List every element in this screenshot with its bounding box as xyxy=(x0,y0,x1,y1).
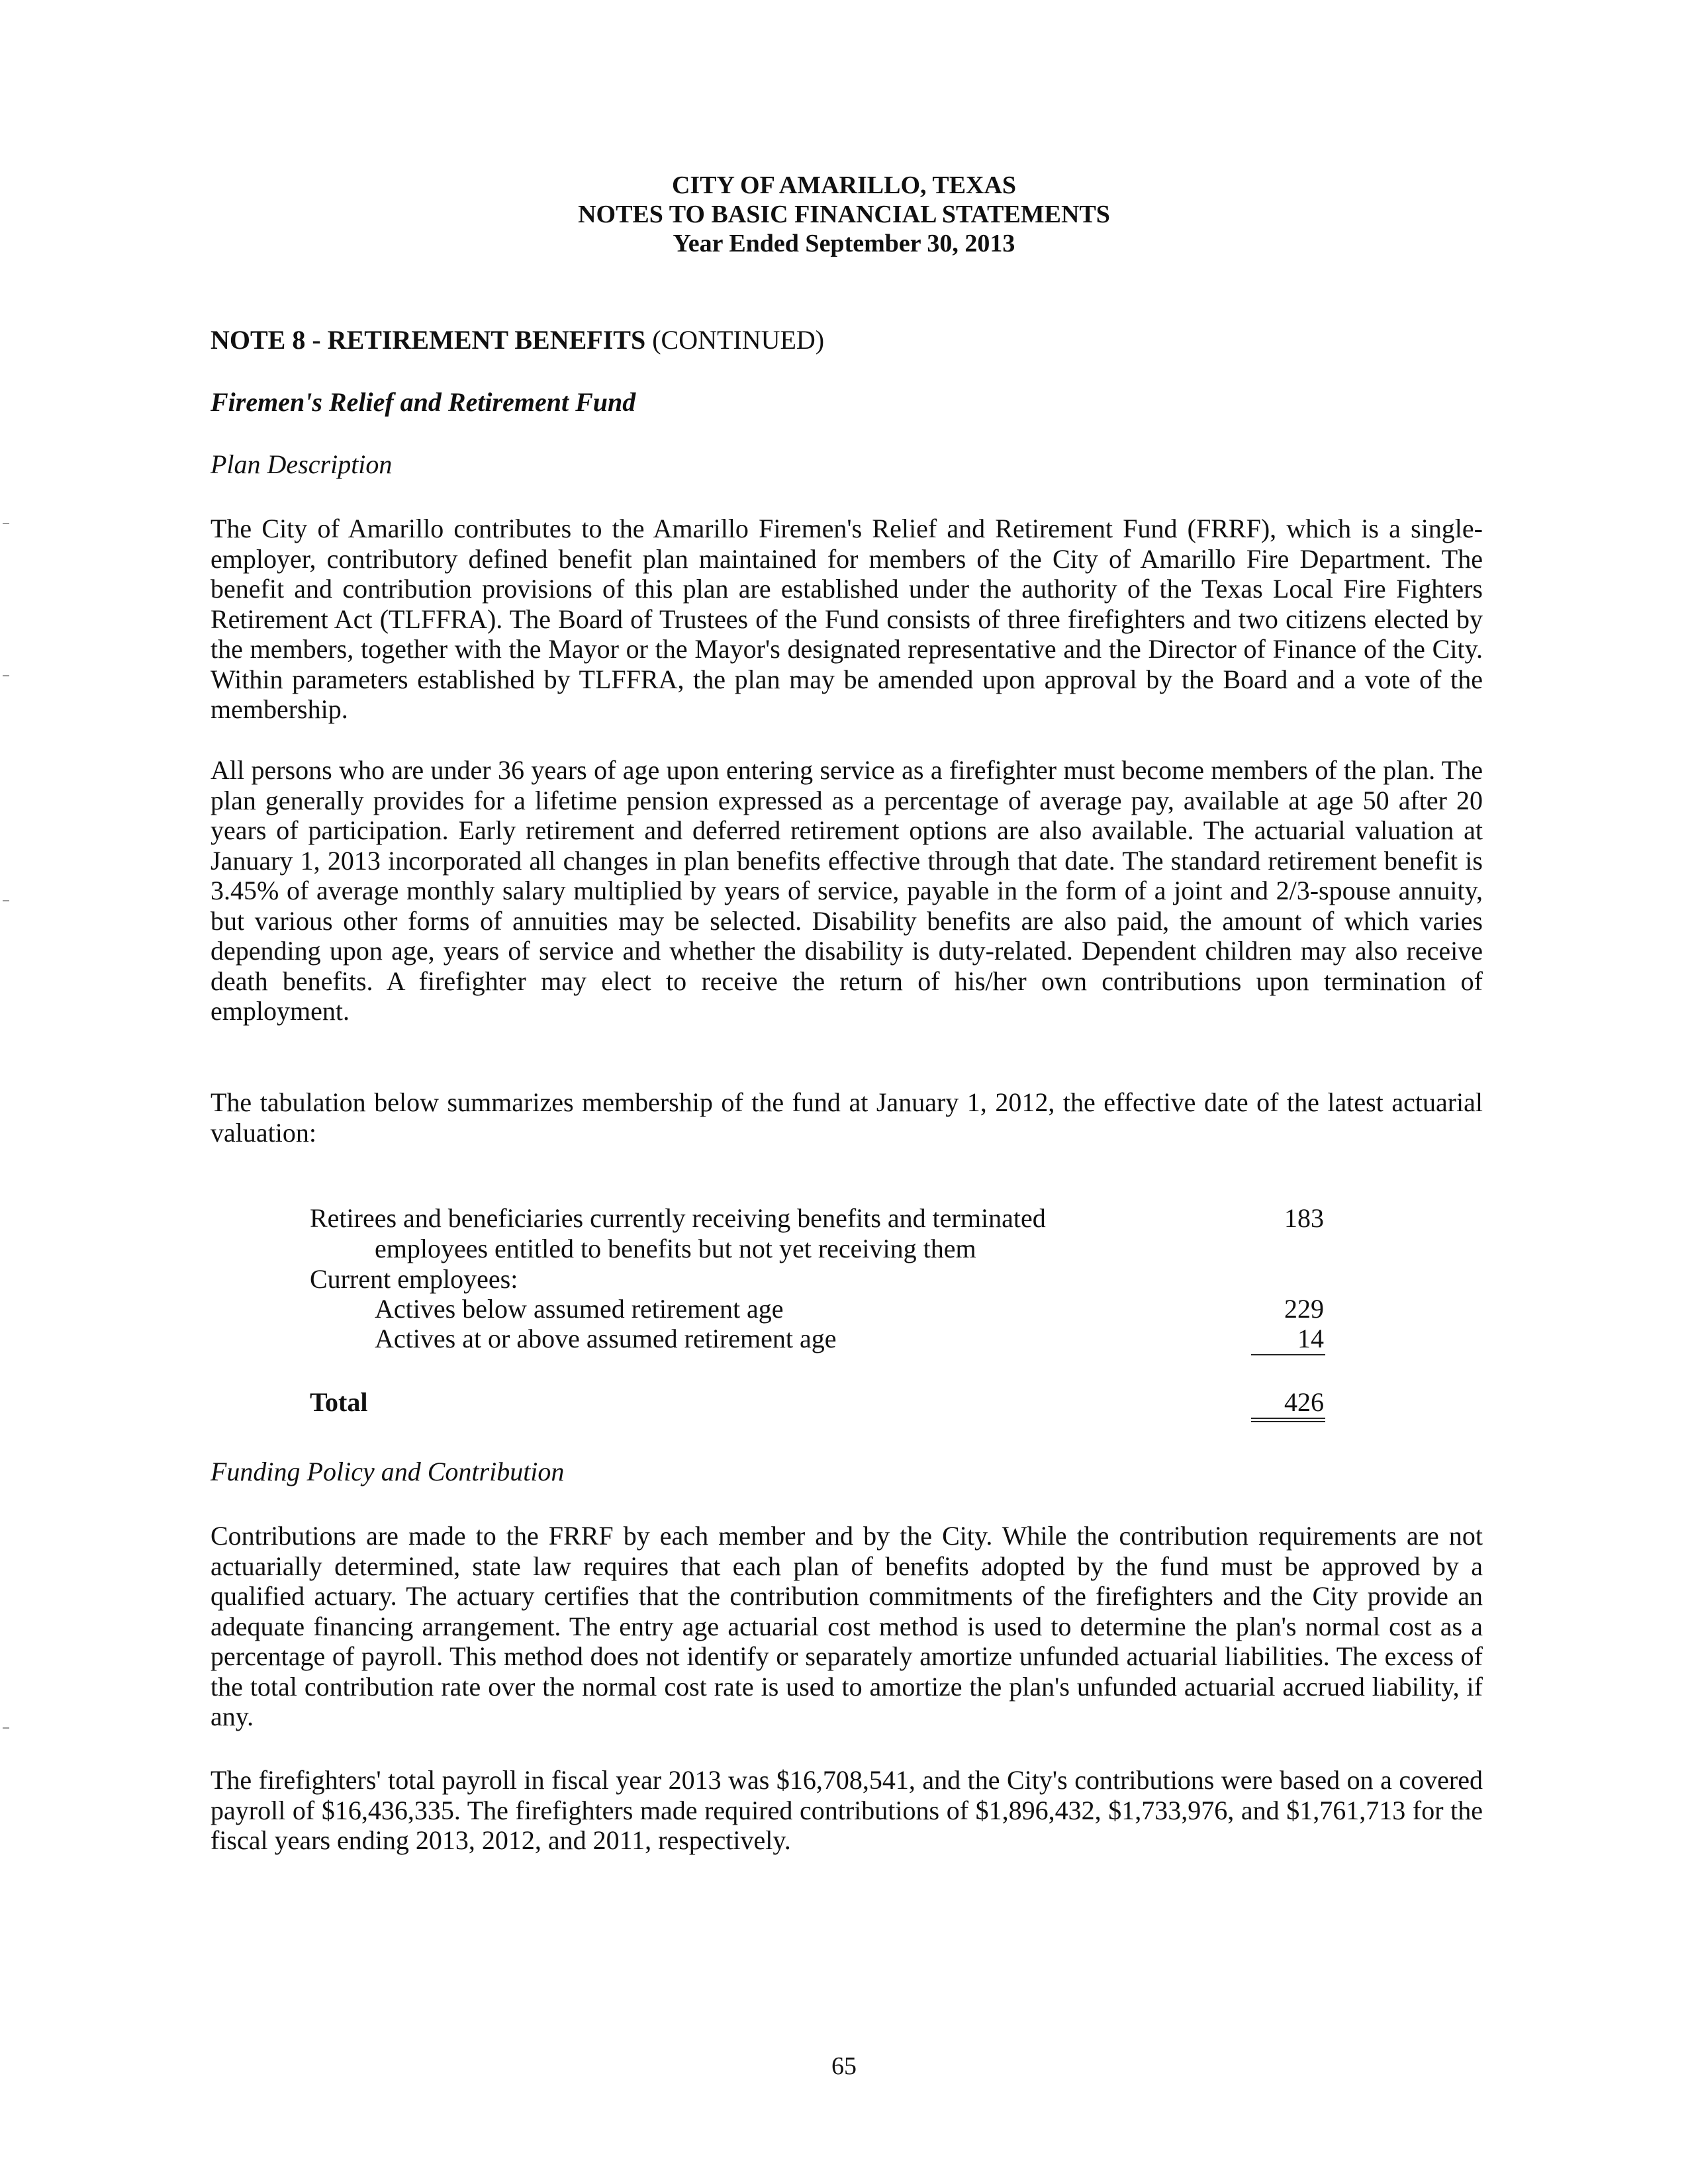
note-title-continued: (CONTINUED) xyxy=(645,325,825,355)
paragraph-payroll-contributions: The firefighters' total payroll in fiscal year 2013 was $16,708,541, and the City's contributions were based on a covered payroll of $16,436,335. The firefighters made required contributions of $1,896,432, $1,733,976, and $1,761,713 for the fiscal years ending 2013, 2012, and 2011, respectively. xyxy=(211,1765,1483,1855)
plan-description-heading: Plan Description xyxy=(211,449,393,479)
table-total-value: 426 xyxy=(1284,1387,1324,1417)
table-row-value: 183 xyxy=(1284,1203,1324,1233)
header-statement: NOTES TO BASIC FINANCIAL STATEMENTS xyxy=(578,201,1110,228)
document-header xyxy=(0,171,1688,258)
scan-margin-mark xyxy=(3,523,9,524)
table-row-value: 14 xyxy=(1297,1324,1324,1353)
page-number: 65 xyxy=(831,2052,857,2080)
scan-margin-mark xyxy=(3,900,9,901)
paragraph-membership-benefits: All persons who are under 36 years of age upon entering service as a firefighter must become members of the plan. The plan generally provides for a lifetime pension expressed as a percentage of average pay, available at age 50 after 20 years of participation. Early retirement and deferred retirement options are also available. The actuarial valuation at January 1, 2013 incorporated all changes in plan benefits effective through that date. The standard retirement benefit is 3.45% of average monthly salary multiplied by years of service, payable in the form of a joint and 2/3-spouse annuity, but various other forms of annuities may be selected. Disability benefits are also paid, the amount of which varies depending upon age, years of service and whether the disability is duty-related. Dependent children may also receive death benefits. A firefighter may elect to receive the return of his/her own contributions upon termination of employment. xyxy=(211,755,1483,1026)
paragraph-tabulation-intro: The tabulation below summarizes membership of the fund at January 1, 2012, the effective date of the latest actuarial valuation: xyxy=(211,1087,1483,1148)
table-row-label: employees entitled to benefits but not yet receiving them xyxy=(375,1234,976,1263)
paragraph-plan-description: The City of Amarillo contributes to the Amarillo Firemen's Relief and Retirement Fund (FRRF), which is a single-employer, contributory defined benefit plan maintained for members of the City of Amarillo Fire Department. The benefit and contribution provisions of this plan are established under the authority of the Texas Local Fire Fighters Retirement Act (TLFFRA). The Board of Trustees of the Fund consists of three firefighters and two citizens elected by the members, together with the Mayor or the Mayor's designated representative and the Director of Finance of the City. Within parameters established by TLFFRA, the plan may be amended upon approval by the Board and a vote of the membership. xyxy=(211,514,1483,724)
table-row-label: Current employees: xyxy=(310,1264,518,1294)
table-row-label: Retirees and beneficiaries currently receiving benefits and terminated xyxy=(310,1203,1046,1233)
subtotal-underline xyxy=(1251,1354,1325,1355)
table-total-label: Total xyxy=(310,1387,368,1417)
header-entity: CITY OF AMARILLO, TEXAS xyxy=(671,171,1017,199)
scan-margin-mark xyxy=(3,1727,9,1729)
note-title-main: NOTE 8 - RETIREMENT BENEFITS xyxy=(211,325,646,355)
scan-margin-mark xyxy=(3,675,9,676)
table-row-label: Actives below assumed retirement age xyxy=(375,1294,784,1324)
note-title xyxy=(211,324,824,355)
funding-policy-heading: Funding Policy and Contribution xyxy=(211,1457,565,1486)
section-title: Firemen's Relief and Retirement Fund xyxy=(211,387,636,417)
header-period: Year Ended September 30, 2013 xyxy=(673,230,1015,257)
table-row-value: 229 xyxy=(1284,1294,1324,1324)
total-double-underline xyxy=(1251,1421,1325,1422)
table-row-label: Actives at or above assumed retirement age xyxy=(375,1324,837,1353)
paragraph-funding-policy: Contributions are made to the FRRF by each member and by the City. While the contribution requirements are not actuarially determined, state law requires that each plan of benefits adopted by the fund must be approved by a qualified actuary. The actuary certifies that the contribution commitments of the firefighters and the City provide an adequate financing arrangement. The entry age actuarial cost method is used to determine the plan's normal cost as a percentage of payroll. This method does not identify or separately amortize unfunded actuarial liabilities. The excess of the total contribution rate over the normal cost rate is used to amortize the plan's unfunded actuarial accrued liability, if any. xyxy=(211,1521,1483,1731)
total-underline xyxy=(1251,1418,1325,1419)
